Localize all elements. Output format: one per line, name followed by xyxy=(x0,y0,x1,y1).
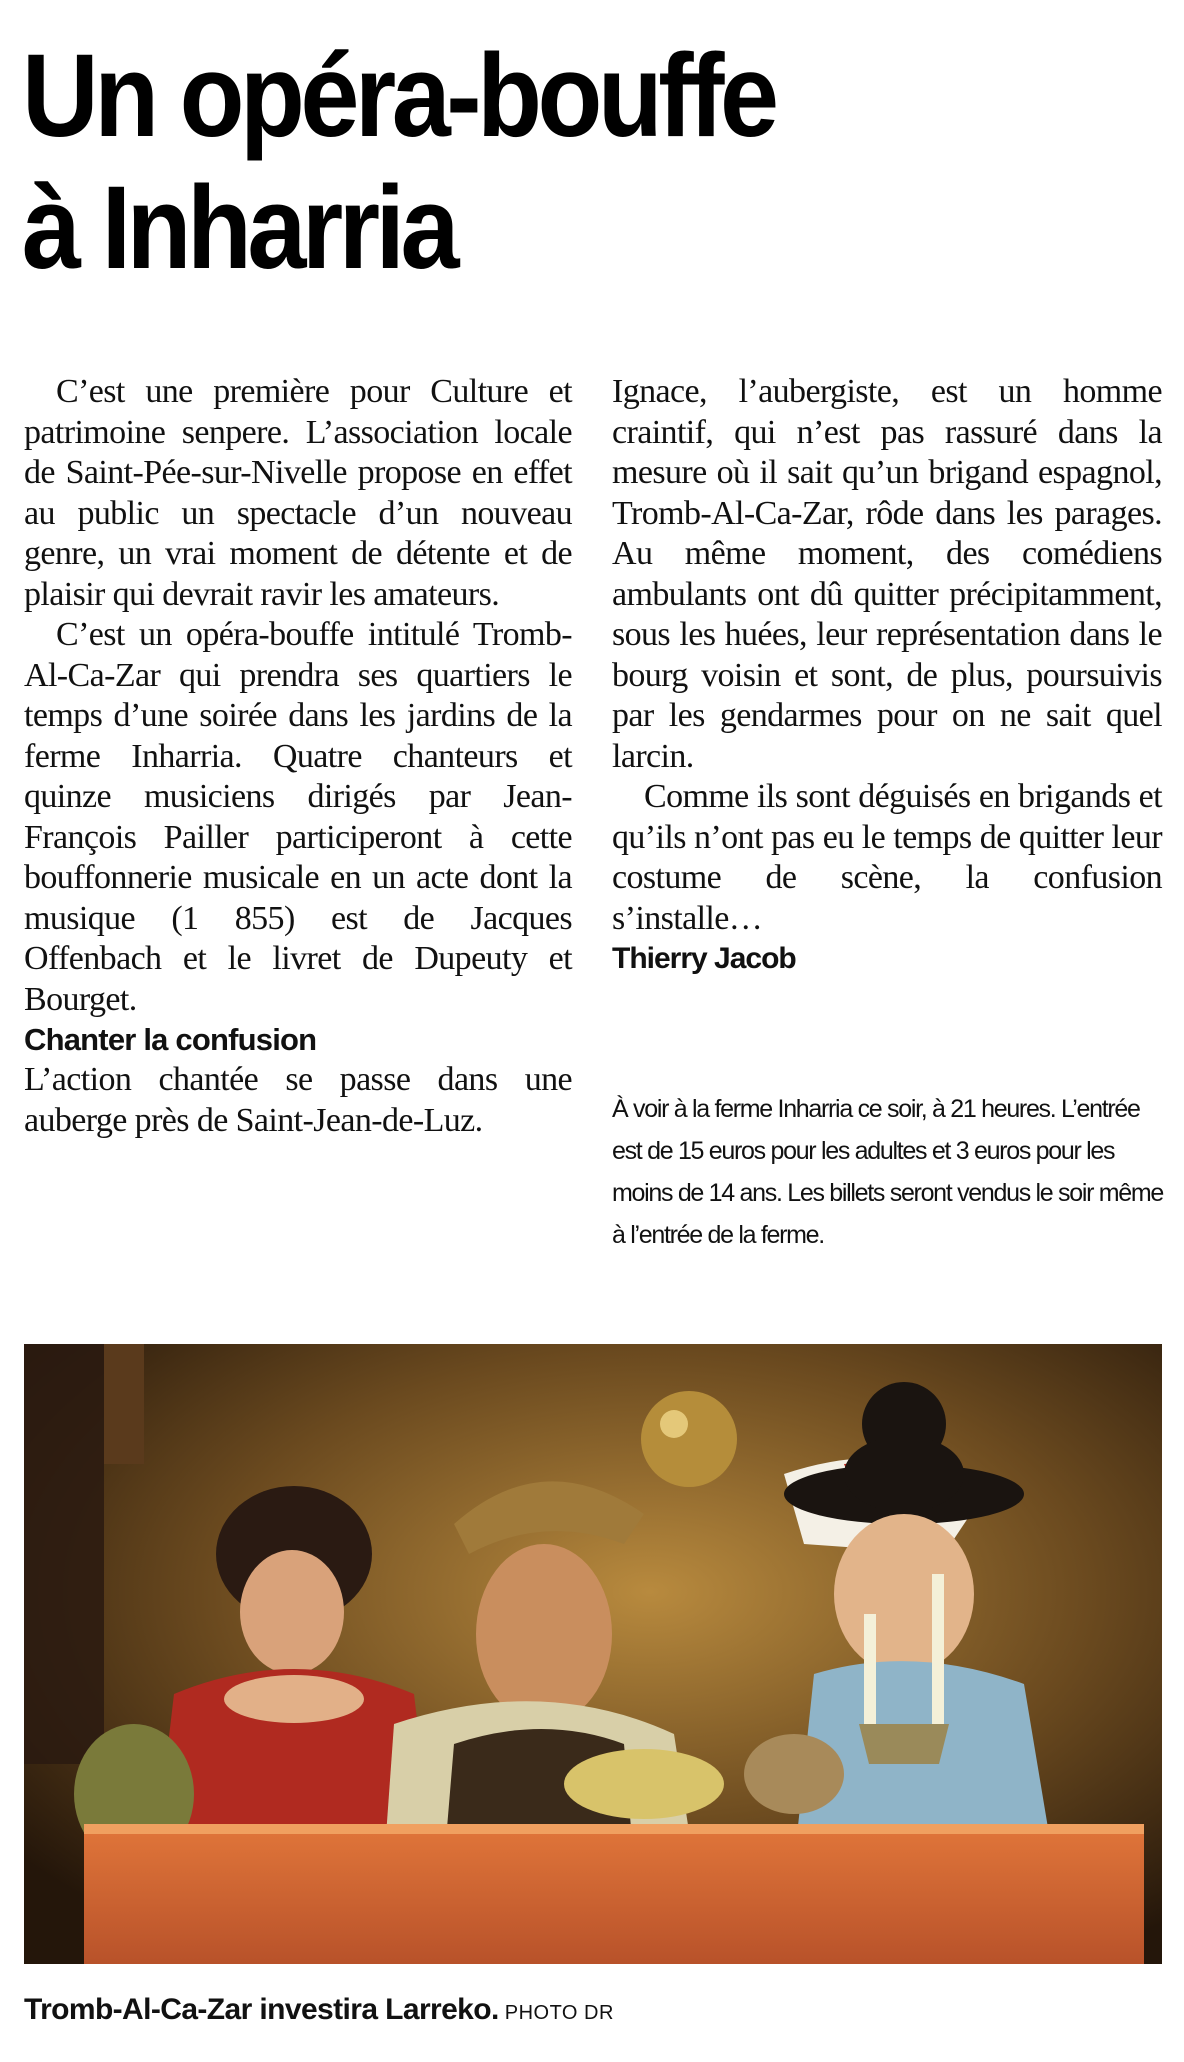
headline xyxy=(22,30,1048,294)
subheading: Chanter la confusion xyxy=(24,1022,317,1057)
stage-scene-illustration xyxy=(24,1344,1162,1964)
byline: Thierry Jacob xyxy=(612,942,796,975)
article-photo xyxy=(24,1344,1162,1964)
headline-line-2: à Inharria xyxy=(22,162,456,294)
right-paragraph-2: Comme ils sont déguisés en brigands et qu’ils n’ont pas eu le temps de quitter leur costume de scène, la confusion s’installe… xyxy=(612,778,1162,937)
practical-info-box xyxy=(612,1088,1167,1256)
left-column xyxy=(24,372,572,1141)
left-paragraph-3: L’action chantée se passe dans une auberge près de Saint-Jean-de-Luz. xyxy=(24,1061,572,1139)
right-column xyxy=(612,372,1162,979)
headline-line-1: Un opéra-bouffe xyxy=(22,30,775,162)
photo-credit: PHOTO DR xyxy=(504,2002,614,2024)
left-paragraph-2: C’est un opéra-bouffe intitulé Tromb-Al-Ca-Zar qui prendra ses quartiers le temps d’une soirée dans les jardins de la ferme Inharria. Quatre chanteurs et quinze musiciens dirigés par Jean-François Pailler participeront à cette bouffonnerie musicale en un acte dont la musique (1 855) est de Jacques Offenbach et le livret de Dupeuty et Bourget. xyxy=(24,616,572,1018)
left-paragraph-1: C’est une première pour Culture et patrimoine senpere. L’association locale de Saint-Pée-sur-Nivelle propose en effet au public un spectacle d’un nouveau genre, un vrai moment de détente et de plaisir qui devrait ravir les amateurs. xyxy=(24,373,572,613)
right-paragraph-1: Ignace, l’aubergiste, est un homme craintif, qui n’est pas rassuré dans la mesure où il sait qu’un brigand espagnol, Tromb-Al-Ca-Zar, rôde dans les parages. Au même moment, des comédiens ambulants ont dû quitter précipitamment, sous les huées, leur représentation dans le bourg voisin et sont, de plus, poursuivis par les gendarmes pour on ne sait quel larcin. xyxy=(612,373,1162,775)
caption-text: Tromb-Al-Ca-Zar investira Larreko. xyxy=(24,1993,499,2026)
practical-info-text: À voir à la ferme Inharria ce soir, à 21 heures. L’entrée est de 15 euros pour les adultes et 3 euros pour les moins de 14 ans. Les billets seront vendus le soir même à l’entrée de la ferme. xyxy=(612,1095,1164,1249)
photo-caption xyxy=(24,1990,1164,2033)
